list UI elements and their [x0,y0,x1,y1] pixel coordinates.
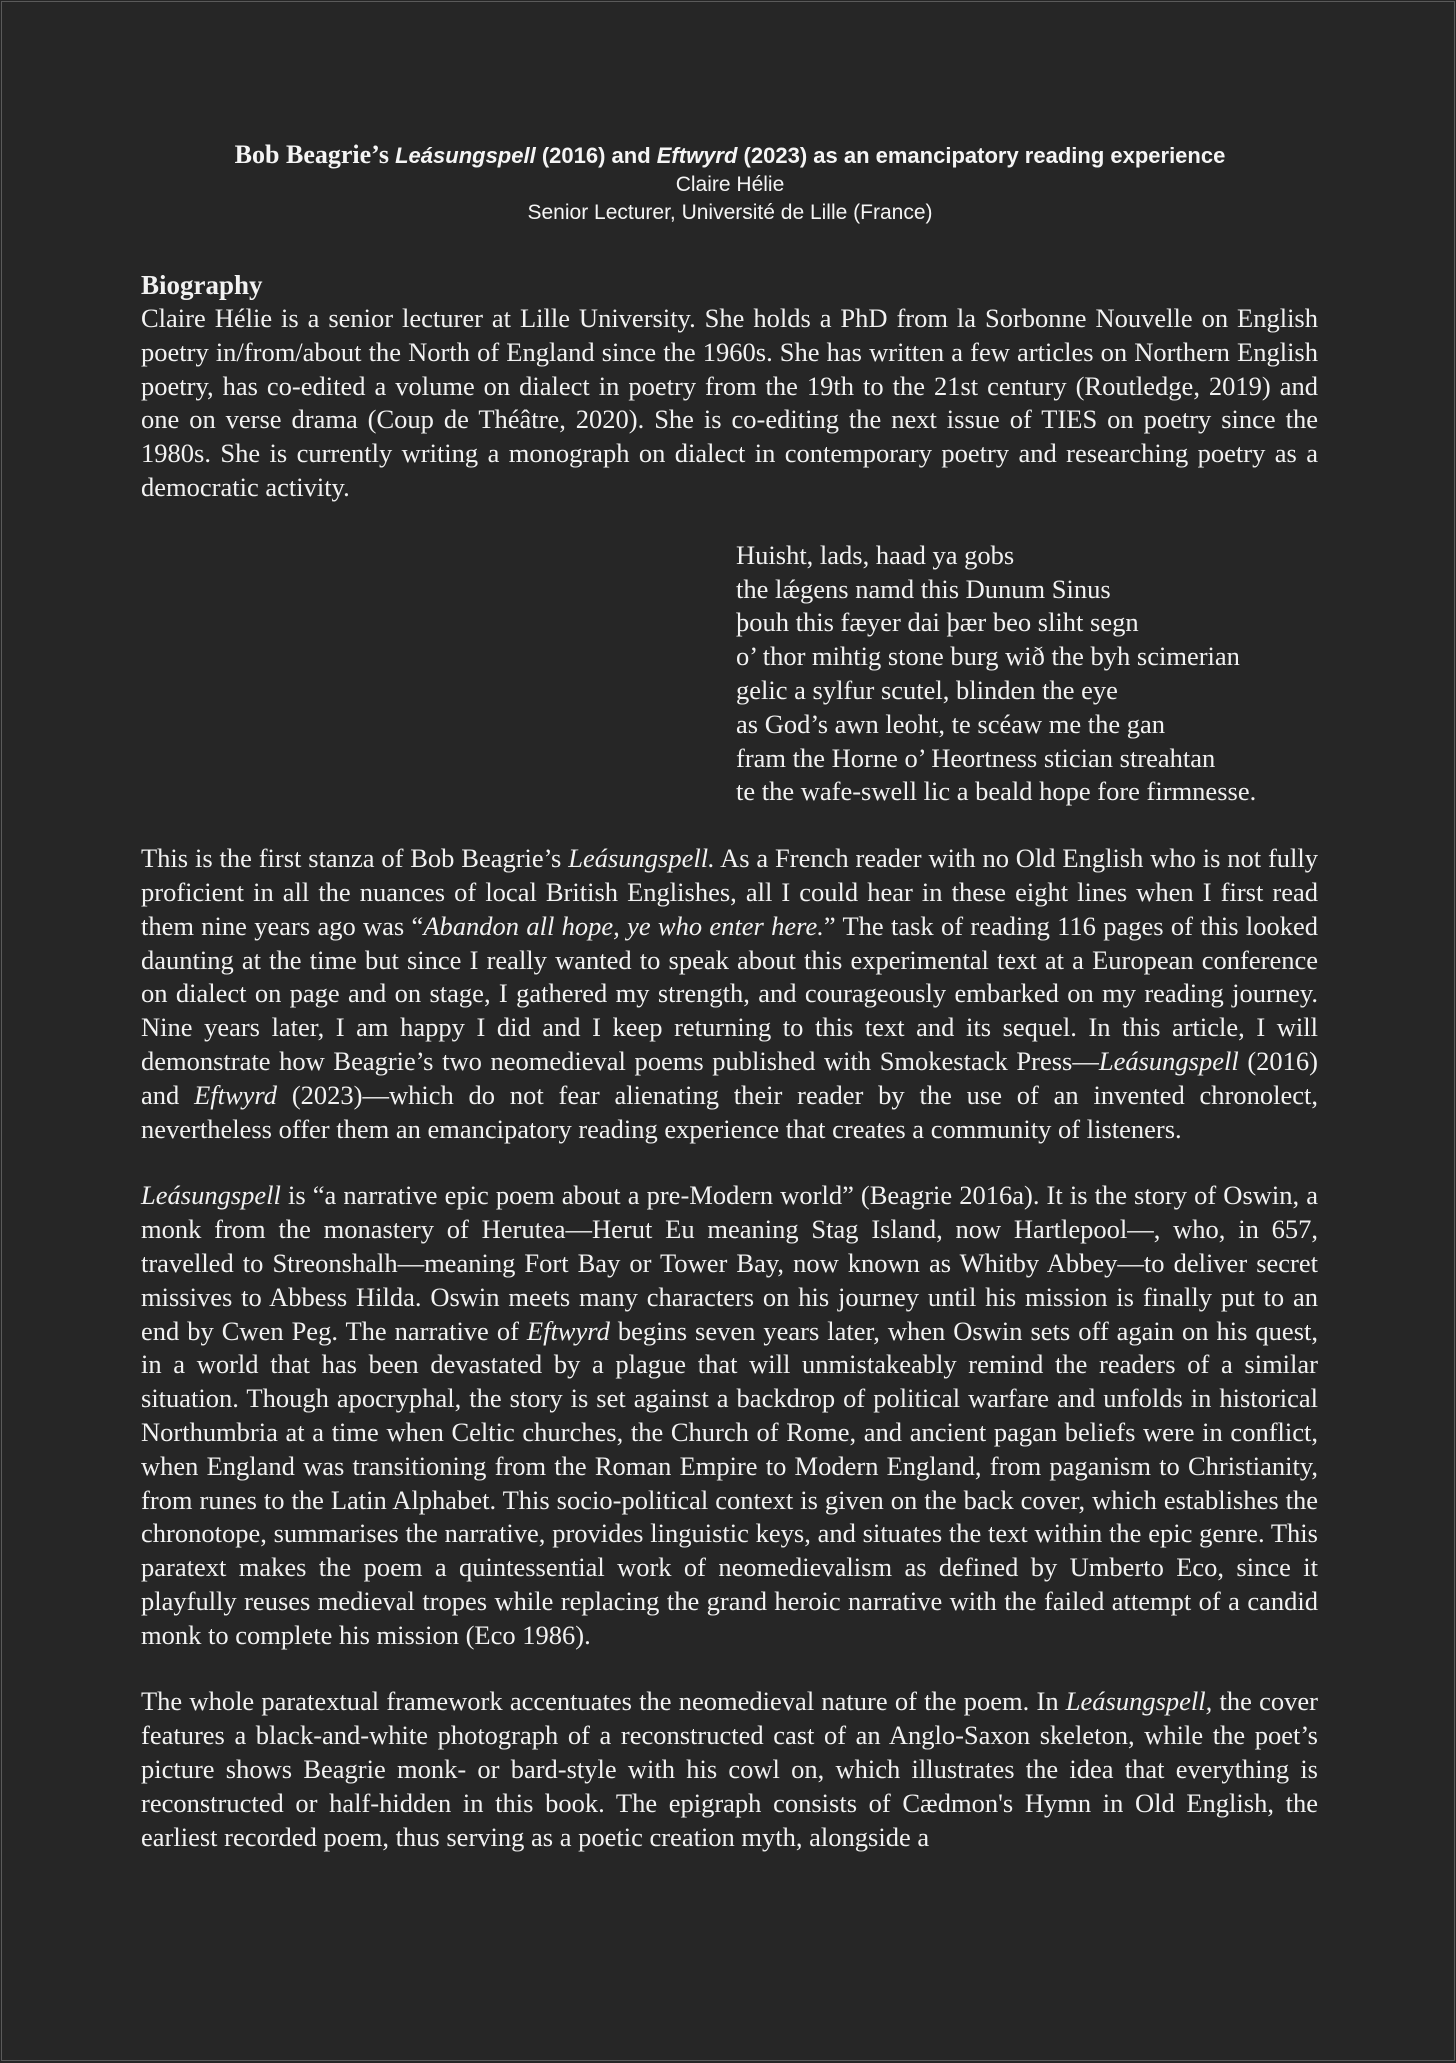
title-rest: (2023) as an emancipatory reading experience [737,143,1226,168]
italic-work-title: Leásungspell, [1065,1686,1213,1717]
poem-line: as God’s awn leoht, te scéaw me the gan [736,708,1166,739]
document-page [1,1,1455,2061]
poem-line: te the wafe-swell lic a beald hope fore firmnesse. [736,776,1257,807]
poem-line: fram the Horne o’ Heortness stician streahtan [736,742,1216,773]
text-run: the cover features a black-and-white photograph of a reconstructed cast of an Anglo-Saxon skeleton, while the poet’s picture shows Beagrie monk- or bard-style with his cowl on, which illustrates the idea that everything is reconstructed or half-hidden in this book. The epigraph consists of Cædmon's Hymn in Old English, the earliest recorded poem, thus serving as a poetic creation myth, alongside a [141,1686,1318,1852]
text-run: This is the first stanza of Bob Beagrie’s [141,843,569,874]
poem-line: Huisht, lads, haad ya gobs [736,539,1015,570]
text-run: As a French reader with no Old English who is not fully proficient in all the nuances of local British Englishes, all I could hear in these eight lines when I first read them nine years ago was “ [141,843,1318,941]
poem-line: o’ thor mihtig stone burg wið the byh scimerian [736,641,1240,672]
italic-work-title: Eftwyrd [526,1315,610,1346]
biography-heading: Biography [141,270,263,300]
title-poet-name: Bob Beagrie’s [234,140,389,169]
italic-work-title: Leásungspell. [568,843,715,874]
poem-stanza [736,539,1318,809]
poem-line: gelic a sylfur scutel, blinden the eye [736,674,1118,705]
text-run: The whole paratextual framework accentuates the neomedieval nature of the poem. In [141,1686,1066,1717]
italic-work-title: Leásungspell [1098,1045,1239,1076]
article-title [2,140,1456,171]
paragraph-story [141,1179,1318,1652]
title-work-leasungspell: Leásungspell [395,143,536,168]
text-run: (2023)—which do not fear alienating their reader by the use of an invented chronolect, nevertheless offer them an emancipatory reading experience that creates a community of listeners. [141,1079,1318,1144]
title-work-eftwyrd: Eftwyrd [656,143,738,168]
document-header [2,140,1456,227]
italic-quote: Abandon all hope, ye who enter here. [423,910,824,941]
paragraph-intro [141,842,1318,1146]
paragraph-paratext [141,1685,1318,1854]
text-run: begins seven years later, when Oswin sets off again on his quest, in a world that has been devastated by a plague that will unmistakeably remind the readers of a similar situation. Though apocryphal, the story is set against a backdrop of political warfare and unfolds in historical Northumbria at a time when Celtic churches, the Church of Rome, and ancient pagan beliefs were in conflict, when England was transitioning from the Roman Empire to Modern England, from paganism to Christianity, from runes to the Latin Alphabet. This socio-political context is given on the back cover, which establishes the chronotope, summarises the narrative, provides linguistic keys, and situates the text within the epic genre. This paratext makes the poem a quintessential work of neomedievalism as defined by Umberto Eco, since it playfully reuses medieval tropes while replacing the grand heroic narrative with the failed attempt of a candid monk to complete his mission (Eco 1986). [141,1315,1318,1650]
italic-work-title: Eftwyrd [194,1079,278,1110]
text-run: (2016) and [141,1045,1318,1110]
poem-line: the lǽgens namd this Dunum Sinus [736,573,1111,604]
author-name: Claire Hélie [675,173,785,196]
title-year-2016: (2016) and [535,143,657,168]
article-body [141,268,1318,1854]
text-run: ” The task of reading 116 pages of this looked daunting at the time but since I really wanted to speak about this experimental text at a European conference on dialect on page and on stage, I gathered my strength, and courageously embarked on my reading journey. Nine years later, I am happy I did and I keep returning to this text and its sequel. In this article, I will demonstrate how Beagrie’s two neomedieval poems published with Smokestack Press— [141,910,1318,1076]
text-run: is “a narrative epic poem about a pre-Modern world” (Beagrie 2016a). It is the story of Oswin, a monk from the monastery of Herutea—Herut Eu meaning Stag Island, now Hartlepool—, who, in 657, travelled to Streonshalh—meaning Fort Bay or Tower Bay, now known as Whitby Abbey—to deliver secret missives to Abbess Hilda. Oswin meets many characters on his journey until his mission is finally put to an end by Cwen Peg. The narrative of [141,1180,1318,1346]
italic-work-title: Leásungspell [141,1180,281,1211]
poem-line: þouh this fæyer dai þær beo sliht segn [736,607,1139,638]
biography-paragraph: Claire Hélie is a senior lecturer at Lille University. She holds a PhD from la Sorbonne Nouvelle on English poetry in/from/about the North of England since the 1960s. She has written a few articles on Northern English poetry, has co-edited a volume on dialect in poetry from the 19th to the 21st century (Routledge, 2019) and one on verse drama (Coup de Théâtre, 2020). She is co-editing the next issue of TIES on poetry since the 1980s. She is currently writing a monograph on dialect in contemporary poetry and researching poetry as a democratic activity. [141,303,1318,502]
author-affiliation: Senior Lecturer, Université de Lille (France) [527,201,933,224]
